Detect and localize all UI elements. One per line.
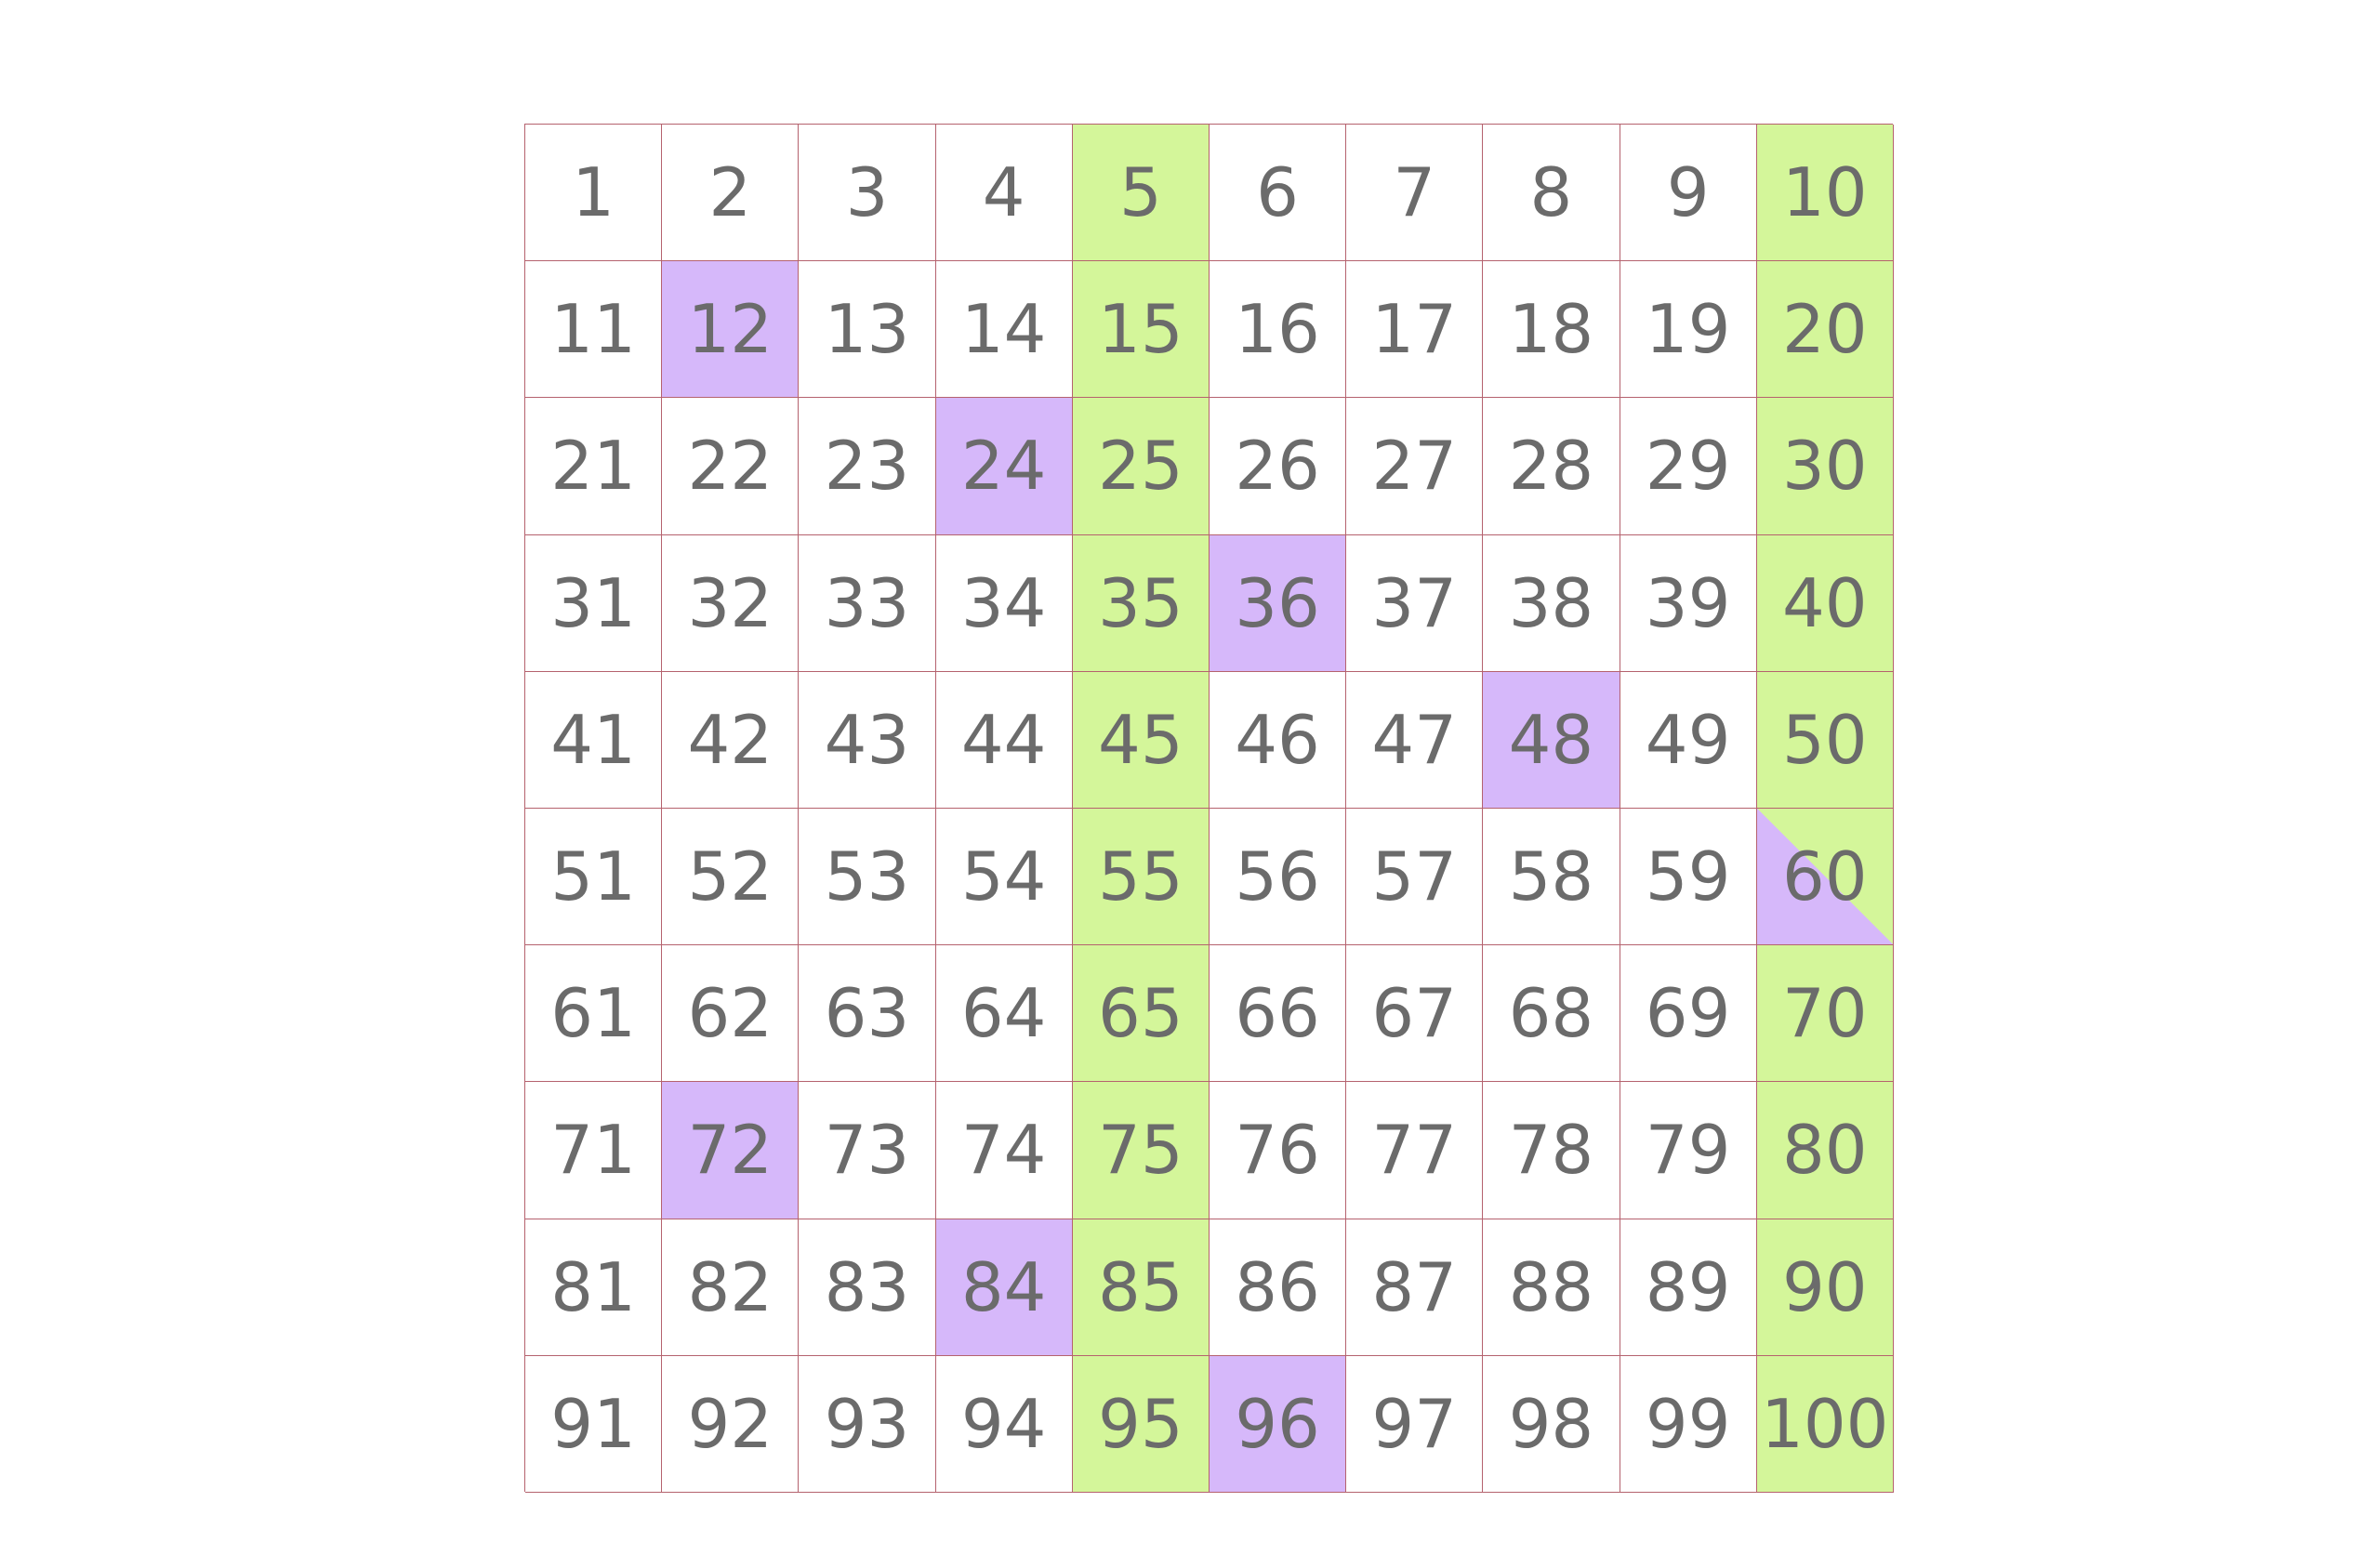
grid-cell-23 bbox=[799, 398, 935, 534]
hundreds-chart bbox=[524, 124, 1893, 1492]
grid-cell-83 bbox=[799, 1219, 935, 1356]
grid-cell-59 bbox=[1620, 809, 1757, 945]
grid-cell-64 bbox=[936, 945, 1073, 1082]
cell-number: 41 bbox=[550, 700, 636, 779]
grid-cell-4 bbox=[936, 125, 1073, 261]
grid-cell-79 bbox=[1620, 1082, 1757, 1219]
cell-number: 45 bbox=[1098, 700, 1183, 779]
cell-number: 59 bbox=[1645, 837, 1731, 916]
grid-cell-100 bbox=[1757, 1356, 1894, 1493]
grid-cell-24 bbox=[936, 398, 1073, 534]
grid-cell-81 bbox=[525, 1219, 662, 1356]
grid-cell-27 bbox=[1346, 398, 1483, 534]
cell-number: 32 bbox=[687, 563, 774, 642]
cell-number: 3 bbox=[845, 153, 889, 232]
grid-cell-17 bbox=[1346, 261, 1483, 398]
grid-cell-32 bbox=[662, 535, 799, 672]
grid-cell-12 bbox=[662, 261, 799, 398]
grid-cell-68 bbox=[1483, 945, 1620, 1082]
grid-cell-88 bbox=[1483, 1219, 1620, 1356]
grid-cell-45 bbox=[1073, 672, 1210, 809]
cell-number: 56 bbox=[1235, 837, 1320, 916]
cell-number: 81 bbox=[550, 1247, 636, 1326]
grid-cell-60 bbox=[1757, 809, 1894, 945]
cell-number: 92 bbox=[687, 1384, 774, 1463]
cell-number: 5 bbox=[1118, 153, 1162, 232]
grid-cell-46 bbox=[1210, 672, 1346, 809]
cell-number: 35 bbox=[1098, 563, 1183, 642]
cell-number: 38 bbox=[1508, 563, 1594, 642]
cell-number: 57 bbox=[1371, 837, 1458, 916]
cell-number: 63 bbox=[824, 974, 910, 1053]
cell-number: 61 bbox=[550, 974, 636, 1053]
cell-number: 90 bbox=[1781, 1247, 1868, 1326]
cell-number: 74 bbox=[960, 1111, 1047, 1190]
grid-cell-65 bbox=[1073, 945, 1210, 1082]
cell-number: 99 bbox=[1645, 1384, 1731, 1463]
grid-cell-94 bbox=[936, 1356, 1073, 1493]
cell-number: 17 bbox=[1371, 290, 1458, 369]
cell-number: 80 bbox=[1781, 1111, 1868, 1190]
cell-number: 33 bbox=[824, 563, 910, 642]
cell-number: 2 bbox=[708, 153, 752, 232]
cell-number: 44 bbox=[960, 700, 1047, 779]
cell-number: 31 bbox=[550, 563, 636, 642]
cell-number: 83 bbox=[824, 1247, 910, 1326]
cell-number: 42 bbox=[687, 700, 774, 779]
grid-cell-11 bbox=[525, 261, 662, 398]
cell-number: 69 bbox=[1645, 974, 1731, 1053]
grid-cell-5 bbox=[1073, 125, 1210, 261]
grid-cell-34 bbox=[936, 535, 1073, 672]
grid-cell-77 bbox=[1346, 1082, 1483, 1219]
grid-cell-72 bbox=[662, 1082, 799, 1219]
cell-number: 94 bbox=[960, 1384, 1047, 1463]
cell-number: 24 bbox=[960, 427, 1047, 506]
grid-cell-28 bbox=[1483, 398, 1620, 534]
grid-cell-50 bbox=[1757, 672, 1894, 809]
cell-number: 77 bbox=[1371, 1111, 1458, 1190]
grid-cell-6 bbox=[1210, 125, 1346, 261]
cell-number: 21 bbox=[550, 427, 636, 506]
grid-cell-96 bbox=[1210, 1356, 1346, 1493]
cell-number: 54 bbox=[960, 837, 1047, 916]
cell-number: 75 bbox=[1098, 1111, 1183, 1190]
grid-cell-13 bbox=[799, 261, 935, 398]
grid-cell-44 bbox=[936, 672, 1073, 809]
grid-cell-73 bbox=[799, 1082, 935, 1219]
grid-cell-33 bbox=[799, 535, 935, 672]
grid-cell-56 bbox=[1210, 809, 1346, 945]
cell-number: 15 bbox=[1098, 290, 1183, 369]
cell-number: 66 bbox=[1235, 974, 1320, 1053]
grid-cell-80 bbox=[1757, 1082, 1894, 1219]
cell-number: 20 bbox=[1781, 290, 1868, 369]
grid-cell-78 bbox=[1483, 1082, 1620, 1219]
cell-number: 95 bbox=[1098, 1384, 1183, 1463]
grid-cell-29 bbox=[1620, 398, 1757, 534]
cell-number: 70 bbox=[1781, 974, 1868, 1053]
grid-cell-89 bbox=[1620, 1219, 1757, 1356]
cell-number: 11 bbox=[550, 290, 636, 369]
grid-cell-67 bbox=[1346, 945, 1483, 1082]
cell-number: 53 bbox=[824, 837, 910, 916]
cell-number: 26 bbox=[1235, 427, 1320, 506]
cell-number: 36 bbox=[1235, 563, 1320, 642]
cell-number: 65 bbox=[1098, 974, 1183, 1053]
cell-number: 55 bbox=[1098, 837, 1183, 916]
grid-cell-30 bbox=[1757, 398, 1894, 534]
grid-cell-42 bbox=[662, 672, 799, 809]
cell-number: 48 bbox=[1508, 700, 1594, 779]
cell-number: 23 bbox=[824, 427, 910, 506]
grid-cell-15 bbox=[1073, 261, 1210, 398]
grid-cell-63 bbox=[799, 945, 935, 1082]
cell-number: 34 bbox=[960, 563, 1047, 642]
grid-cell-76 bbox=[1210, 1082, 1346, 1219]
cell-number: 18 bbox=[1508, 290, 1594, 369]
cell-number: 82 bbox=[687, 1247, 774, 1326]
cell-number: 14 bbox=[960, 290, 1047, 369]
cell-number: 85 bbox=[1098, 1247, 1183, 1326]
grid-cell-9 bbox=[1620, 125, 1757, 261]
grid-cell-18 bbox=[1483, 261, 1620, 398]
cell-number: 10 bbox=[1781, 153, 1868, 232]
cell-number: 9 bbox=[1666, 153, 1710, 232]
cell-number: 28 bbox=[1508, 427, 1594, 506]
cell-number: 76 bbox=[1235, 1111, 1320, 1190]
cell-number: 67 bbox=[1371, 974, 1458, 1053]
cell-number: 58 bbox=[1508, 837, 1594, 916]
grid-cell-55 bbox=[1073, 809, 1210, 945]
grid-cell-91 bbox=[525, 1356, 662, 1493]
grid-cell-48 bbox=[1483, 672, 1620, 809]
cell-number: 60 bbox=[1781, 837, 1868, 916]
grid-cell-2 bbox=[662, 125, 799, 261]
grid-cell-86 bbox=[1210, 1219, 1346, 1356]
cell-number: 78 bbox=[1508, 1111, 1594, 1190]
grid-cell-8 bbox=[1483, 125, 1620, 261]
grid-cell-36 bbox=[1210, 535, 1346, 672]
grid-cell-1 bbox=[525, 125, 662, 261]
grid-cell-49 bbox=[1620, 672, 1757, 809]
grid-cell-20 bbox=[1757, 261, 1894, 398]
cell-number: 1 bbox=[572, 153, 615, 232]
cell-number: 8 bbox=[1529, 153, 1573, 232]
cell-number: 91 bbox=[550, 1384, 636, 1463]
cell-number: 30 bbox=[1781, 427, 1868, 506]
grid-cell-25 bbox=[1073, 398, 1210, 534]
cell-number: 50 bbox=[1781, 700, 1868, 779]
grid-cell-37 bbox=[1346, 535, 1483, 672]
cell-number: 72 bbox=[687, 1111, 774, 1190]
cell-number: 7 bbox=[1393, 153, 1436, 232]
cell-number: 4 bbox=[982, 153, 1025, 232]
grid-cell-21 bbox=[525, 398, 662, 534]
grid-cell-70 bbox=[1757, 945, 1894, 1082]
cell-number: 13 bbox=[824, 290, 910, 369]
grid-cell-7 bbox=[1346, 125, 1483, 261]
grid-cell-51 bbox=[525, 809, 662, 945]
grid-cell-69 bbox=[1620, 945, 1757, 1082]
cell-number: 47 bbox=[1371, 700, 1458, 779]
grid-cell-35 bbox=[1073, 535, 1210, 672]
cell-number: 86 bbox=[1235, 1247, 1320, 1326]
grid-cell-97 bbox=[1346, 1356, 1483, 1493]
grid-cell-99 bbox=[1620, 1356, 1757, 1493]
grid-cell-82 bbox=[662, 1219, 799, 1356]
grid-cell-66 bbox=[1210, 945, 1346, 1082]
cell-number: 25 bbox=[1098, 427, 1183, 506]
cell-number: 16 bbox=[1235, 290, 1320, 369]
cell-number: 97 bbox=[1371, 1384, 1458, 1463]
grid-cell-85 bbox=[1073, 1219, 1210, 1356]
grid-cell-98 bbox=[1483, 1356, 1620, 1493]
cell-number: 98 bbox=[1508, 1384, 1594, 1463]
grid-cell-41 bbox=[525, 672, 662, 809]
cell-number: 43 bbox=[824, 700, 910, 779]
grid-cell-52 bbox=[662, 809, 799, 945]
cell-number: 62 bbox=[687, 974, 774, 1053]
grid-cell-22 bbox=[662, 398, 799, 534]
grid-cell-47 bbox=[1346, 672, 1483, 809]
cell-number: 22 bbox=[687, 427, 774, 506]
grid-cell-3 bbox=[799, 125, 935, 261]
cell-number: 68 bbox=[1508, 974, 1594, 1053]
cell-number: 12 bbox=[687, 290, 774, 369]
cell-number: 64 bbox=[960, 974, 1047, 1053]
grid-cell-92 bbox=[662, 1356, 799, 1493]
cell-number: 84 bbox=[960, 1247, 1047, 1326]
grid-cell-16 bbox=[1210, 261, 1346, 398]
grid-cell-93 bbox=[799, 1356, 935, 1493]
grid-cell-54 bbox=[936, 809, 1073, 945]
cell-number: 89 bbox=[1645, 1247, 1731, 1326]
grid-cell-10 bbox=[1757, 125, 1894, 261]
cell-number: 46 bbox=[1235, 700, 1320, 779]
grid-cell-71 bbox=[525, 1082, 662, 1219]
grid-cell-61 bbox=[525, 945, 662, 1082]
cell-number: 39 bbox=[1645, 563, 1731, 642]
cell-number: 6 bbox=[1256, 153, 1299, 232]
grid-cell-75 bbox=[1073, 1082, 1210, 1219]
grid-cell-84 bbox=[936, 1219, 1073, 1356]
grid-cell-57 bbox=[1346, 809, 1483, 945]
grid-cell-43 bbox=[799, 672, 935, 809]
grid-cell-40 bbox=[1757, 535, 1894, 672]
cell-number: 79 bbox=[1645, 1111, 1731, 1190]
grid-cell-90 bbox=[1757, 1219, 1894, 1356]
grid-cell-74 bbox=[936, 1082, 1073, 1219]
cell-number: 93 bbox=[824, 1384, 910, 1463]
grid-cell-58 bbox=[1483, 809, 1620, 945]
cell-number: 19 bbox=[1645, 290, 1731, 369]
cell-number: 40 bbox=[1781, 563, 1868, 642]
grid-cell-26 bbox=[1210, 398, 1346, 534]
cell-number: 37 bbox=[1371, 563, 1458, 642]
cell-number: 96 bbox=[1235, 1384, 1320, 1463]
cell-number: 73 bbox=[824, 1111, 910, 1190]
grid-cell-38 bbox=[1483, 535, 1620, 672]
cell-number: 71 bbox=[550, 1111, 636, 1190]
grid-cell-31 bbox=[525, 535, 662, 672]
cell-number: 49 bbox=[1645, 700, 1731, 779]
grid-cell-14 bbox=[936, 261, 1073, 398]
grid-cell-62 bbox=[662, 945, 799, 1082]
cell-number: 29 bbox=[1645, 427, 1731, 506]
cell-number: 51 bbox=[550, 837, 636, 916]
grid-cell-87 bbox=[1346, 1219, 1483, 1356]
grid-cell-19 bbox=[1620, 261, 1757, 398]
cell-number: 100 bbox=[1761, 1384, 1889, 1463]
cell-number: 27 bbox=[1371, 427, 1458, 506]
cell-number: 52 bbox=[687, 837, 774, 916]
cell-number: 88 bbox=[1508, 1247, 1594, 1326]
cell-number: 87 bbox=[1371, 1247, 1458, 1326]
grid-cell-95 bbox=[1073, 1356, 1210, 1493]
grid-cell-53 bbox=[799, 809, 935, 945]
grid-cell-39 bbox=[1620, 535, 1757, 672]
